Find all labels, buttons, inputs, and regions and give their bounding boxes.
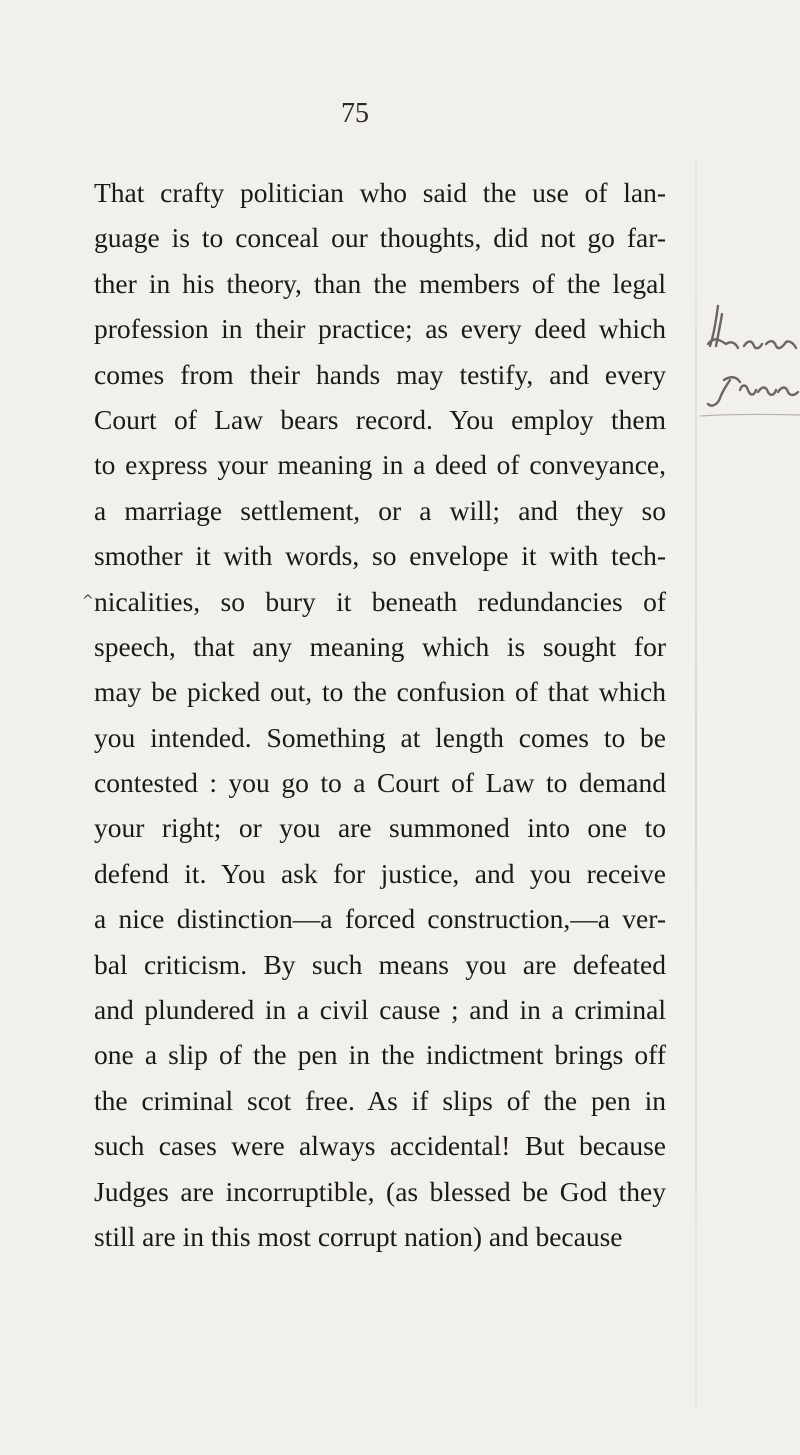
text-line: defend it. You ask for justice, and you receive [94, 857, 666, 889]
text-line: comes from their hands may testify, and every [94, 358, 666, 390]
text-line: to express your meaning in a deed of conveyance, [94, 449, 666, 481]
binding-shadow [695, 160, 697, 1410]
text-line: nicalities, so bury it beneath redundancies of [94, 585, 666, 617]
text-line: you intended. Something at length comes to be [94, 721, 666, 753]
text-line: guage is to conceal our thoughts, did not go far- [94, 222, 666, 254]
text-line: speech, that any meaning which is sought for [94, 630, 666, 662]
text-line: bal criticism. By such means you are defeated [94, 948, 666, 980]
text-line: ther in his theory, than the members of the legal [94, 267, 666, 299]
page-number: 75 [341, 98, 369, 129]
text-line: profession in their practice; as every deed which [94, 313, 666, 345]
handwritten-marginal-note-icon [700, 300, 800, 420]
text-line: the criminal scot free. As if slips of the pen in [94, 1084, 666, 1116]
text-line: may be picked out, to the confusion of that which [94, 676, 666, 708]
text-line: one a slip of the pen in the indictment brings off [94, 1039, 666, 1071]
caret-mark-icon: ^ [82, 593, 94, 609]
text-line: Court of Law bears record. You employ them [94, 403, 666, 435]
text-line: That crafty politician who said the use of lan- [94, 177, 666, 208]
body-text [94, 170, 666, 1259]
text-line: and plundered in a civil cause ; and in a criminal [94, 994, 666, 1026]
text-line: Judges are incorruptible, (as blessed be God they [94, 1175, 666, 1207]
text-line: such cases were always accidental! But because [94, 1130, 666, 1162]
text-line: a marriage settlement, or a will; and they so [94, 494, 666, 526]
text-line: smother it with words, so envelope it with tech- [94, 540, 666, 572]
text-line: your right; or you are summoned into one to [94, 812, 666, 844]
text-line: contested : you go to a Court of Law to demand [94, 767, 666, 799]
text-line: a nice distinction—a forced construction,—a ver- [94, 903, 666, 935]
text-line: still are in this most corrupt nation) and because [94, 1220, 623, 1252]
